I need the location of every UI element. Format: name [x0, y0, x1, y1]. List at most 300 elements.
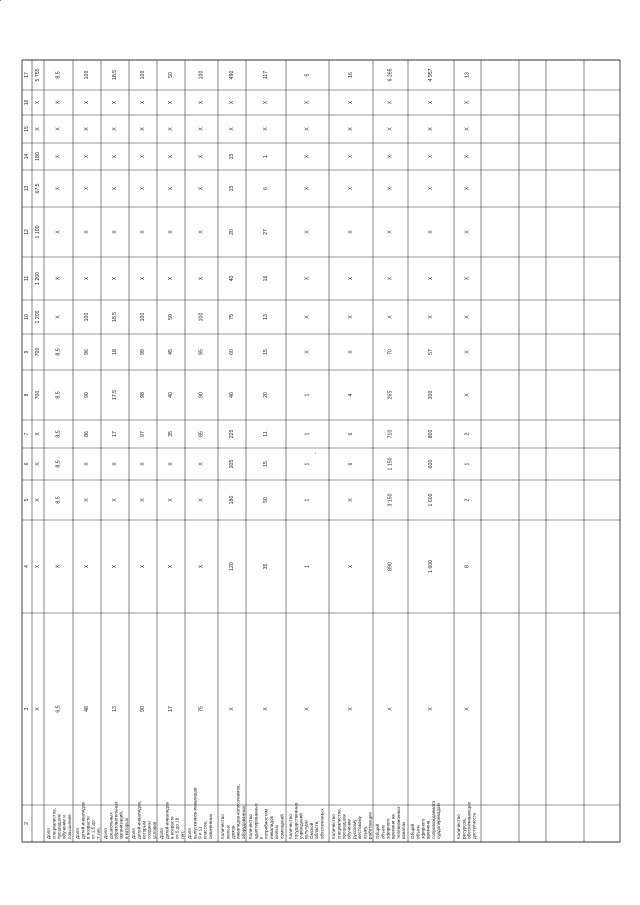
row-label-line: классов, — [202, 820, 208, 839]
table-cell: X — [140, 100, 146, 105]
table-cell: X — [112, 100, 118, 105]
table-cell: 100 — [140, 312, 146, 322]
table-cell: X — [198, 498, 205, 502]
table-cell: 100 — [198, 312, 205, 322]
table-cell: X — [35, 498, 41, 502]
table-cell: 70 — [387, 349, 394, 355]
table-cell: X — [112, 186, 118, 191]
table-cell: X — [168, 186, 174, 191]
table-cell: 27 — [263, 229, 269, 235]
table-cell: X — [198, 230, 205, 234]
table-cell: 18,5 — [112, 311, 118, 323]
row-label-line: государственных — [293, 802, 299, 839]
table-cell: X — [464, 186, 471, 191]
row-label-line: от 5 до 18 — [174, 817, 180, 839]
table-cell: X — [112, 462, 118, 466]
table-cell: X — [229, 127, 235, 131]
table-cell: X — [198, 100, 205, 105]
table-cell: X — [198, 127, 205, 131]
row-label-line: инвалидов — [268, 816, 274, 839]
table-cell: 90 — [198, 392, 205, 398]
header-number-9: 9 — [24, 350, 30, 354]
row-label-line: повышение — [66, 814, 72, 839]
table-cell: X — [304, 707, 311, 711]
table-cell: 17 — [168, 706, 174, 712]
table-cell: X — [84, 127, 90, 131]
row-label-line: условия — [151, 821, 157, 839]
table-cell: X — [35, 127, 41, 131]
table-cell: 117 — [263, 70, 269, 80]
table-cell: 15 — [263, 461, 269, 467]
row-label-line: инвалидов-колясочников, — [235, 784, 241, 839]
header-number-14: 14 — [24, 153, 30, 160]
row-label-line: лет, — [179, 831, 185, 839]
row-label-line: от 1,5 до — [90, 820, 96, 839]
table-cell: 17 — [112, 431, 118, 437]
header-number-15: 15 — [24, 126, 30, 132]
table-cell: X — [112, 564, 118, 569]
row-label-line: детей-инвалидов — [164, 802, 170, 839]
table-cell: 15 — [229, 153, 235, 160]
row-label-line: в которых — [123, 818, 129, 839]
table-cell: 1 — [304, 565, 311, 568]
table-cell: X — [428, 100, 434, 105]
table-cell: 98 — [140, 392, 146, 398]
table-cell: 20 — [263, 392, 269, 398]
row-label-line: Количество — [456, 814, 462, 839]
table-cell: 6 — [348, 462, 354, 466]
table-cell: X — [55, 315, 62, 319]
table-cell: 15 — [263, 349, 269, 355]
row-label-line: культуры — [303, 819, 309, 839]
row-label-line: 7 лет, — [95, 827, 101, 839]
table-cell: X — [55, 276, 62, 281]
table-cell: X — [140, 154, 146, 159]
table-cell: 1 — [304, 393, 311, 397]
row-label-line: Доля — [187, 828, 193, 839]
table-cell: X — [263, 707, 269, 711]
table-cell: 265 — [387, 390, 394, 400]
row-label-line: жестовому — [357, 816, 363, 839]
table-cell: X — [387, 230, 394, 234]
table-cell: 800 — [428, 429, 434, 439]
row-label-line: детей-инвалидов — [80, 802, 86, 839]
table-cell: 700 — [35, 347, 41, 357]
table-cell: 5 755 — [35, 68, 41, 82]
table-cell: 1 — [304, 432, 311, 436]
row-label-line: прошедших — [341, 814, 347, 839]
table-cell: X — [35, 564, 41, 569]
table-cell: X — [55, 100, 62, 105]
table-cell: X — [428, 230, 434, 234]
row-label-line: Доля — [103, 828, 109, 839]
header-number-10: 10 — [24, 314, 30, 320]
table-cell: X — [304, 230, 311, 234]
row-label-line: области, — [314, 820, 320, 839]
row-label-line: объем — [380, 825, 386, 839]
table-cell: X — [464, 154, 471, 159]
row-label-line: телевизионных — [395, 806, 401, 839]
row-label-line: в возрасте — [169, 816, 175, 839]
table-cell: X — [348, 230, 354, 234]
table-cell: X — [112, 498, 118, 502]
table-cell: 6 — [348, 432, 354, 436]
table-cell: X — [140, 186, 146, 191]
row-label-line: языку, — [362, 825, 368, 839]
table-cell: 18 — [112, 349, 118, 355]
table-cell: X — [198, 276, 205, 281]
table-cell: X — [35, 462, 41, 466]
table-cell: 8 — [464, 565, 471, 568]
table-cell: X — [304, 127, 311, 131]
row-label-line: русскому — [351, 819, 357, 839]
table-cell: 99 — [140, 349, 146, 355]
table-cell: X — [387, 100, 394, 105]
row-label-line: объем — [415, 825, 421, 839]
row-label-line: специалистов, — [51, 808, 57, 839]
table-cell: 86 — [84, 431, 90, 437]
table-cell: X — [348, 154, 354, 159]
table-cell: 35 — [263, 563, 269, 570]
table-cell: X — [304, 100, 311, 105]
table-cell: X — [304, 315, 311, 319]
table-cell: X — [229, 707, 235, 711]
table-cell: X — [140, 564, 146, 569]
table-cell: 75 — [198, 706, 205, 712]
table-cell: X — [168, 230, 174, 234]
table-cell: 2 — [464, 498, 471, 502]
row-label-line: прошедших — [56, 814, 62, 839]
table-cell: X — [428, 276, 434, 281]
table-cell: 95 — [198, 349, 205, 355]
table-cell: 1 — [304, 498, 311, 502]
table-cell: 16 — [263, 275, 269, 282]
table-cell: 1 600 — [428, 560, 434, 573]
table-cell: 15 — [229, 185, 235, 192]
header-number-13: 13 — [24, 185, 30, 192]
table-cell: X — [428, 707, 434, 711]
row-label-line: каналах — [401, 821, 407, 839]
table-cell: X — [84, 276, 90, 281]
table-cell: 97 — [140, 431, 146, 437]
table-cell: 700 — [35, 390, 41, 400]
row-label-line: Общий — [375, 823, 381, 839]
table-cell: 3 150 — [387, 493, 394, 507]
table-cell: 13 — [464, 72, 471, 78]
table-cell: X — [387, 276, 394, 281]
table-cell: X — [428, 154, 434, 159]
table-cell: X — [428, 186, 434, 191]
row-label-line: которым — [141, 820, 147, 839]
table-cell: 100 — [198, 70, 205, 80]
row-label-line: 9 и 11 — [197, 826, 203, 839]
table-cell: X — [464, 276, 471, 281]
table-cell: X — [348, 707, 354, 711]
table-cell: 1 — [263, 155, 269, 158]
row-label-line: Количество — [331, 814, 337, 839]
row-label-line: обучение — [346, 819, 352, 839]
table-cell: X — [464, 127, 471, 131]
row-label-line: специалистов, — [336, 808, 342, 839]
table-cell: X — [387, 154, 394, 159]
table-cell: 40 — [168, 392, 174, 398]
table-cell: X — [304, 154, 311, 159]
table-cell: X — [84, 100, 90, 105]
table-cell: X — [464, 707, 471, 711]
header-number-11: 11 — [24, 275, 30, 282]
table-cell: 710 — [387, 429, 394, 439]
table-cell: X — [464, 100, 471, 105]
table-cell: 8,5 — [55, 391, 62, 399]
table-cell: X — [55, 127, 62, 131]
table-cell: 5 — [304, 73, 311, 77]
table-cell: 180 — [35, 152, 41, 161]
header-number-4: 4 — [24, 565, 30, 568]
table-cell: X — [198, 154, 205, 159]
header-number-1 — [0, 0, 2, 3]
table-cell: 11 — [263, 431, 269, 437]
table-cell: X — [168, 276, 174, 281]
row-label-line: дошкольных — [108, 812, 114, 839]
table-cell: X — [348, 564, 354, 569]
row-label-line: обеспечивающих — [466, 802, 472, 839]
row-label-line: помещений — [279, 814, 285, 839]
row-label-line: времени на — [390, 814, 396, 839]
row-label-line: адаптированных — [253, 803, 259, 839]
table-cell: 8,5 — [55, 430, 62, 438]
table-cell: X — [387, 186, 394, 191]
row-label-line: времени, — [425, 819, 431, 839]
table-cell: X — [112, 127, 118, 131]
table-cell: 180 — [229, 495, 235, 505]
table-cell: 18,5 — [112, 69, 118, 81]
row-label-line: детей-инвалидов, — [136, 800, 142, 839]
table-cell: 120 — [229, 562, 235, 571]
table-cell: X — [168, 154, 174, 159]
header-number-3: 3 — [24, 707, 30, 711]
table-cell: 13 — [263, 314, 269, 320]
table-cell: 4 957 — [428, 68, 434, 82]
row-label-line: обучение и — [61, 815, 67, 839]
table-cell: X — [348, 127, 354, 131]
table-cell: X — [387, 127, 394, 131]
table-cell: X — [168, 498, 174, 502]
row-label-line: охваченных — [207, 813, 213, 839]
header-number-2: 2 — [24, 822, 30, 825]
stray-mark: ' — [315, 453, 317, 459]
row-label-line: сопровождаемого — [430, 800, 436, 839]
table-cell: 60 — [229, 349, 235, 355]
table-cell: 90 — [84, 392, 90, 398]
table-cell: X — [304, 276, 311, 281]
row-label-line: учреждений — [298, 813, 304, 839]
table-cell: X — [464, 315, 471, 319]
table-cell: X — [112, 154, 118, 159]
table-cell: X — [140, 498, 146, 502]
row-label-line: организаций, — [118, 810, 124, 839]
table-cell: 1 150 — [387, 457, 394, 471]
table-cell: 48 — [84, 706, 90, 712]
table-cell: 67,5 — [35, 183, 41, 194]
table-cell: 8,5 — [55, 71, 62, 79]
row-label-line: Доля — [46, 828, 52, 839]
row-label-line: доступность — [471, 812, 477, 839]
table-cell: X — [348, 498, 354, 502]
table-cell: 40 — [229, 275, 235, 282]
table-cell: X — [140, 230, 146, 234]
table-cell: X — [140, 276, 146, 281]
table-cell: 8,5 — [55, 460, 62, 468]
table-cell: 1 200 — [35, 272, 41, 285]
table-cell: 6 — [263, 187, 269, 190]
table-cell: X — [55, 564, 62, 569]
table-cell: 1 — [464, 462, 471, 466]
table-cell: X — [464, 230, 471, 234]
table-cell: 1 — [304, 462, 311, 466]
table-cell: X — [84, 462, 90, 466]
table-cell: X — [348, 100, 354, 105]
table-cell: 96 — [84, 349, 90, 355]
row-label-line: эфирного — [385, 818, 391, 839]
row-label-line: ресурсов, — [461, 818, 467, 839]
table-cell: 90 — [140, 706, 146, 712]
row-label-line: Доля — [131, 828, 137, 839]
table-cell: X — [464, 393, 471, 397]
table-cell: 8,5 — [55, 496, 62, 504]
table-cell: 13 — [112, 706, 118, 712]
table-cell: X — [168, 100, 174, 105]
table-cell: 35 — [168, 431, 174, 437]
table-cell: 50 — [263, 497, 269, 503]
row-label-line: домов — [230, 825, 236, 839]
table-cell: 50 — [168, 314, 174, 320]
table-cell: X — [263, 127, 269, 131]
header-number-5: 5 — [24, 498, 30, 502]
table-cell: X — [348, 276, 354, 281]
table-cell: X — [84, 564, 90, 569]
table-cell: X — [304, 350, 311, 354]
row-label-line: жилых — [274, 825, 280, 839]
row-label-line: жилых — [225, 825, 231, 839]
row-label-line: Количество — [288, 814, 294, 839]
table-cell: 600 — [428, 459, 434, 469]
table-cell: X — [263, 100, 269, 105]
table-cell: X — [84, 186, 90, 191]
row-label-line: Количество — [248, 814, 254, 839]
row-label-line: выпускников-инвалидов — [192, 787, 198, 839]
table-cell: X — [428, 127, 434, 131]
table-cell: X — [140, 462, 146, 466]
table-cell: 50 — [168, 72, 174, 78]
table-cell: X — [168, 462, 174, 466]
table-cell: 8,5 — [55, 348, 62, 356]
row-label-line: образовательных — [113, 801, 119, 839]
table-cell: X — [140, 127, 146, 131]
row-label-line: в возрасте — [85, 816, 91, 839]
table-cell: X — [35, 100, 41, 105]
table-cell: X — [168, 127, 174, 131]
table-cell: 85 — [198, 431, 205, 437]
table-cell: 1 100 — [35, 225, 41, 239]
table-cell: X — [84, 154, 90, 159]
row-label-line: обеспеченных — [319, 808, 325, 839]
table-cell: X — [112, 276, 118, 281]
table-cell: X — [84, 230, 90, 234]
table-cell: X — [35, 432, 41, 436]
table-cell: X — [168, 564, 174, 569]
table-cell: X — [387, 315, 394, 319]
table-cell: 6 265 — [387, 68, 394, 82]
row-label-line: потребностям — [263, 809, 269, 839]
table-cell: X — [464, 350, 471, 354]
header-number-12: 12 — [24, 229, 30, 235]
row-label-line: созданы — [146, 821, 152, 839]
row-label-line: к — [258, 836, 264, 839]
table-cell: 100 — [84, 70, 90, 80]
table-cell: X — [198, 564, 205, 569]
table-cell: 20 — [229, 229, 235, 235]
row-label-line: Доля — [159, 828, 165, 839]
row-label-line: Общий — [410, 823, 416, 839]
table-cell: X — [387, 707, 394, 711]
header-number-6: 6 — [24, 462, 30, 466]
table-cell: 100 — [84, 312, 90, 322]
row-label-line: работающих — [367, 812, 373, 839]
row-label-line: оборудованных — [240, 805, 246, 839]
table-cell: 205 — [229, 459, 235, 469]
row-label-line: эфирного — [420, 818, 426, 839]
row-label-line: сурдопереводом — [436, 803, 442, 839]
table-cell: X — [84, 498, 90, 502]
table-cell: X — [55, 154, 62, 159]
table-cell: X — [112, 230, 118, 234]
table-cell: X — [304, 186, 311, 191]
table-cell: 890 — [387, 562, 394, 571]
table-cell: X — [198, 462, 205, 466]
table-cell: 300 — [428, 390, 434, 400]
table-cell: 1 200 — [35, 310, 41, 324]
table-cell: X — [229, 100, 235, 105]
header-number-8: 8 — [24, 393, 30, 397]
table-cell: 17,5 — [112, 389, 118, 401]
table-cell: X — [198, 186, 205, 191]
table-cell: 45 — [168, 349, 174, 355]
table-cell: 40 — [229, 392, 235, 398]
table-cell: 1 600 — [428, 493, 434, 507]
table-cell: X — [348, 315, 354, 319]
table-cell: 16 — [348, 72, 354, 78]
table-cell: 2 — [464, 432, 471, 436]
table-cell: X — [35, 707, 41, 711]
table-cell: X — [55, 186, 62, 191]
row-label-line: Доля — [75, 828, 81, 839]
table-cell: 6,5 — [55, 705, 62, 713]
table-cell: 490 — [229, 70, 235, 80]
header-number-17: 17 — [24, 72, 30, 78]
table-cell: 225 — [229, 429, 235, 439]
table-cell: X — [55, 230, 62, 234]
header-number-16: 16 — [24, 99, 30, 106]
table-cell: 57 — [428, 349, 434, 355]
header-number-7: 7 — [24, 432, 30, 436]
table-cell: X — [428, 315, 434, 319]
row-label-line: Количество — [220, 814, 226, 839]
table-cell: 4 — [348, 393, 354, 397]
table-cell: 75 — [229, 314, 235, 320]
table-cell: 100 — [140, 70, 146, 80]
row-label-line: Омской — [308, 822, 314, 839]
table-cell: X — [348, 186, 354, 191]
